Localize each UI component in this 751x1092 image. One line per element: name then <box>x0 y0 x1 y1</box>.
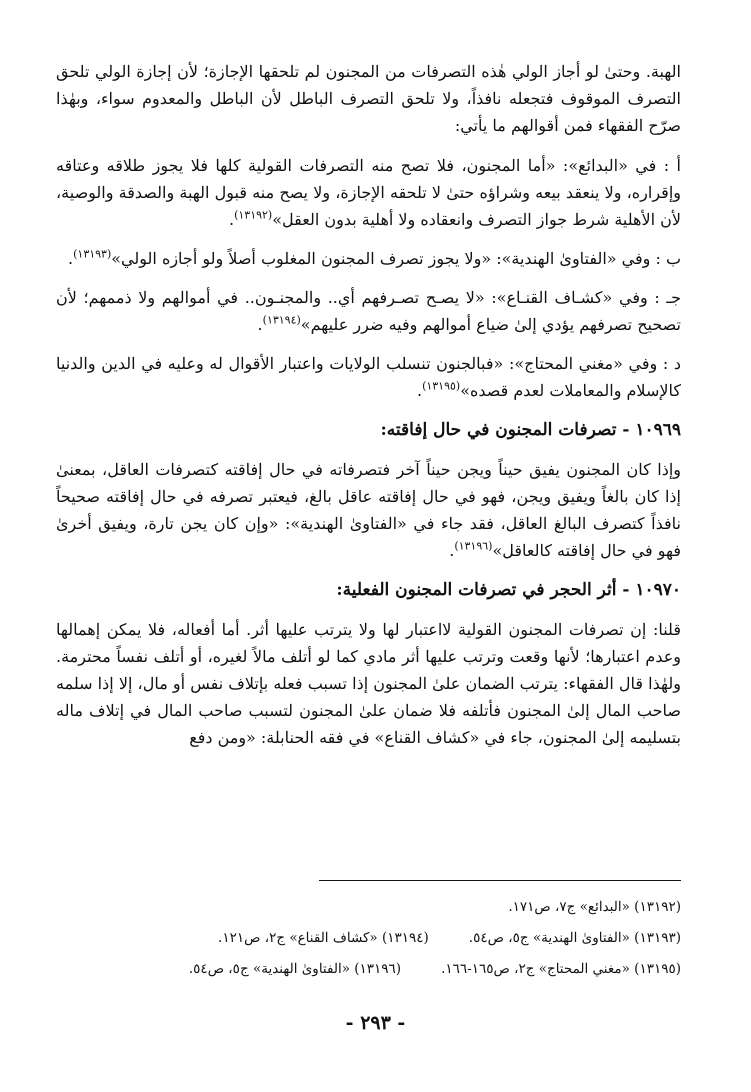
footnote-ref-13193[interactable]: (١٣١٩٣) <box>73 247 112 261</box>
footnote-13195: (١٣١٩٥) «مغني المحتاج» ج٢، ص١٦٥-١٦٦. <box>441 961 681 977</box>
quote-item-a: أ : في «البدائع»: «أما المجنون، فلا تصح منه التصرفات القولية كلها فلا يجوز طلاقه وعتاقه وإقراره، ولا ينعقد بيعه وشراؤه حتىٰ لا تلحقه الإجازة، ولا يصح منه قبول الهبة والصدقة والوصية، لأن الأهلية شرط جواز التصرف وانعقاده ولا أهلية بدون العقل»$^{(١٣١٩٢)}$. <box>56 156 681 229</box>
footnote-row-3 <box>56 954 681 985</box>
footnote-divider <box>319 880 681 881</box>
page-number: - ٢٩٣ - <box>345 1012 406 1034</box>
footnote-ref-13196[interactable]: (١٣١٩٦) <box>454 539 493 553</box>
footnote-ref-13192[interactable]: (١٣١٩٢) <box>234 208 273 222</box>
page-body <box>56 58 681 764</box>
footnote-ref-13194[interactable]: (١٣١٩٤) <box>262 313 301 327</box>
footnote-13193: (١٣١٩٣) «الفتاوىٰ الهندية» ج٥، ص٥٤. <box>468 930 681 946</box>
paragraph-lucid-interval: وإذا كان المجنون يفيق حيناً ويجن حيناً آخر فتصرفاته في حال إفاقته كتصرفات العاقل، بمعنىٰ إذا كان بالغاً ويفيق ويجن، فهو في حال إفاقته عاقل بالغ، فيعتبر تصرفه في حال إفاقته صحيحاً نافذاً كتصرف البالغ العاقل، فقد جاء في «الفتاوىٰ الهندية»: «وإن كان يجن تارة، ويفيق أخرىٰ فهو في حال إفاقته كالعاقل»$^{(١٣١٩٦)}$. <box>56 460 681 560</box>
footnote-ref-13195[interactable]: (١٣١٩٥) <box>422 379 461 393</box>
paragraph-actions-liability: قلنا: إن تصرفات المجنون القولية لااعتبار لها ولا يترتب عليها أثر. أما أفعاله، فلا يمكن إهمالها وعدم اعتبارها؛ لأنها وقعت وترتب عليها أثر مادي كما لو أتلف مالاً لغيره، أو أتلف نفساً محترمة. ولهٰذا قال الفقهاء: يترتب الضمان علىٰ المجنون إذا تسبب فعله بإتلاف نفس أو مال، إلا إذا سلمه صاحب المال إلىٰ المجنون فأتلفه فلا ضمان علىٰ المجنون لتسبب صاحب المال في إتلاف ماله بتسليمه إلىٰ المجنون، جاء في «كشاف القناع» في فقه الحنابلة: «ومن دفع <box>56 620 681 747</box>
quote-item-c-text: جـ : وفي «كشـاف القنـاع»: «لا يصـح تصـرفهم أي.. والمجنـون.. في أموالهم ولا ذممهم؛ لأن تصحيح تصرفهم يؤدي إلىٰ ضياع أموالهم وفيه ضرر عليهم» <box>56 288 681 334</box>
paragraph-lucid-interval-text: وإذا كان المجنون يفيق حيناً ويجن حيناً آخر فتصرفاته في حال إفاقته كتصرفات العاقل، بمعنىٰ إذا كان بالغاً ويفيق ويجن، فهو في حال إفاقته عاقل بالغ، فيعتبر تصرفه في حال إفاقته صحيحاً نافذاً كتصرف البالغ العاقل، فقد جاء في «الفتاوىٰ الهندية»: «وإن كان يجن تارة، ويفيق أخرىٰ فهو في حال إفاقته كالعاقل» <box>56 460 681 560</box>
paragraph-intro: الهبة. وحتىٰ لو أجاز الولي هٰذه التصرفات من المجنون لم تلحقها الإجازة؛ لأن إجازة الولي تلحق التصرف الموقوف فتجعله نافذاً، ولا تلحق التصرف الباطل لأن الباطل والمعدوم سواء، وبهٰذا صرّح الفقهاء فمن أقوالهم ما يأتي: <box>56 62 681 135</box>
quote-item-b-text: ب : وفي «الفتاوىٰ الهندية»: «ولا يجوز تصرف المجنون المغلوب أصلاً ولو أجازه الولي» <box>111 249 681 268</box>
quote-item-d-text: د : وفي «مغني المحتاج»: «فبالجنون تنسلب الولايات واعتبار الأقوال له وعليه في الدين والدنيا كالإسلام والمعاملات لعدم قصده» <box>56 354 681 400</box>
quote-item-d: د : وفي «مغني المحتاج»: «فبالجنون تنسلب الولايات واعتبار الأقوال له وعليه في الدين والدنيا كالإسلام والمعاملات لعدم قصده»$^{(١٣١٩٥)}$. <box>56 354 681 400</box>
quote-item-a-text: أ : في «البدائع»: «أما المجنون، فلا تصح منه التصرفات القولية كلها فلا يجوز طلاقه وعتاقه وإقراره، ولا ينعقد بيعه وشراؤه حتىٰ لا تلحقه الإجازة، ولا يصح منه قبول الهبة والصدقة والوصية، لأن الأهلية شرط جواز التصرف وانعقاده ولا أهلية بدون العقل» <box>56 156 681 229</box>
footnote-row-2 <box>56 923 681 954</box>
quote-item-b: ب : وفي «الفتاوىٰ الهندية»: «ولا يجوز تصرف المجنون المغلوب أصلاً ولو أجازه الولي»$^{(١٣١٩٣)}$. <box>68 247 681 268</box>
section-heading-10969: ١٠٩٦٩ - تصرفات المجنون في حال إفاقته: <box>380 420 681 440</box>
footnote-13196: (١٣١٩٦) «الفتاوىٰ الهندية» ج٥، ص٥٤. <box>188 961 402 977</box>
section-heading-10970: ١٠٩٧٠ - أثر الحجر في تصرفات المجنون الفعلية: <box>336 580 681 600</box>
footnote-13194: (١٣١٩٤) «كشاف القناع» ج٢، ص١٢١. <box>218 930 429 946</box>
quote-item-c: جـ : وفي «كشـاف القنـاع»: «لا يصـح تصـرفهم أي.. والمجنـون.. في أموالهم ولا ذممهم؛ لأن تصحيح تصرفهم يؤدي إلىٰ ضياع أموالهم وفيه ضرر عليهم»$^{(١٣١٩٤)}$. <box>56 288 681 334</box>
footnote-row-1 <box>56 892 681 923</box>
footnote-13192: (١٣١٩٢) «البدائع» ج٧، ص١٧١. <box>508 899 681 915</box>
footnotes <box>56 892 681 985</box>
